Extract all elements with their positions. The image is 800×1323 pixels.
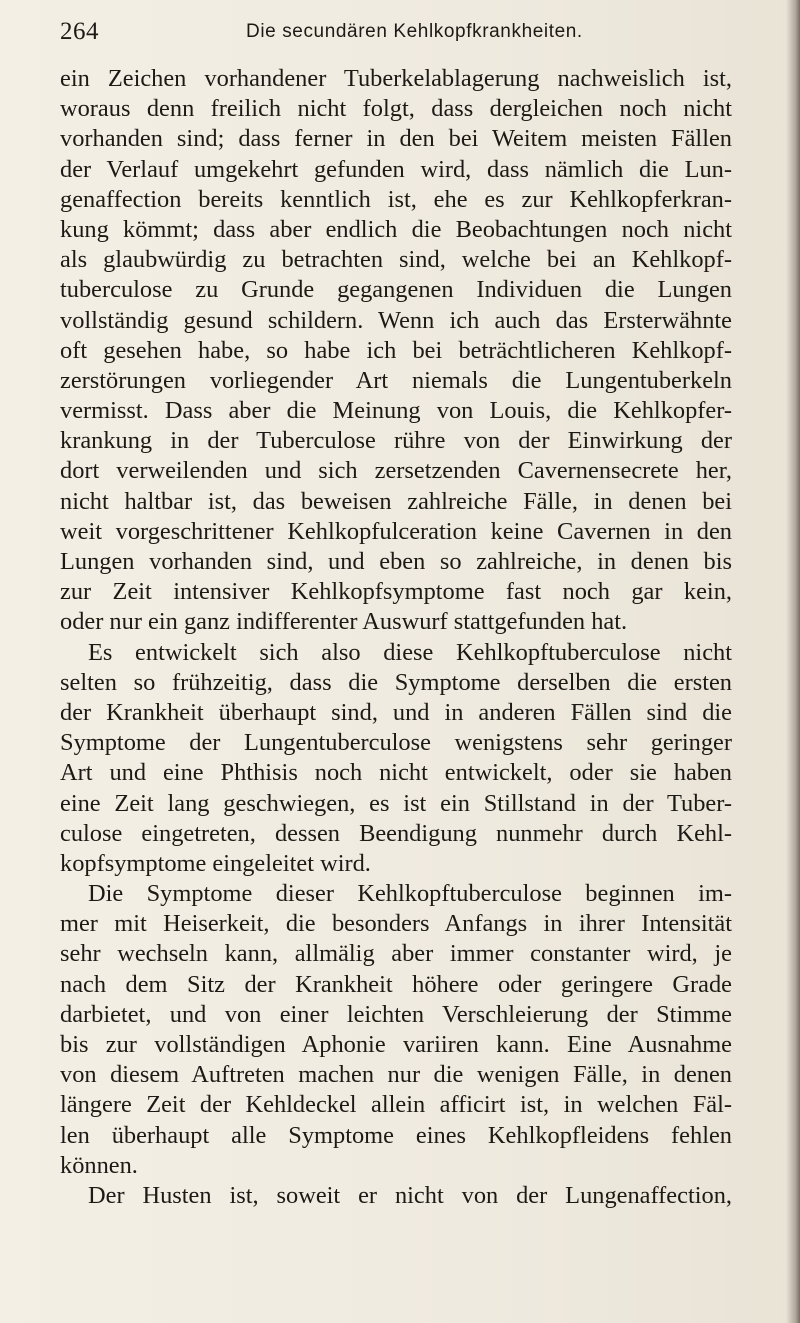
text-line: bis zur vollständigen Aphonie variiren kann. Eine Ausnahme xyxy=(60,1031,732,1058)
page-edge-shadow xyxy=(786,0,800,1323)
text-line: ein Zeichen vorhandener Tuberkelablagerung nachweislich ist, xyxy=(60,65,732,92)
text-line: von diesem Auftreten machen nur die wenigen Fälle, in denen xyxy=(60,1061,732,1089)
text-line: Symptome der Lungentuberculose wenigstens sehr geringer xyxy=(60,729,732,757)
text-line: vermisst. Dass aber die Meinung von Louis, die Kehlkopfer- xyxy=(60,397,732,425)
text-line: oder nur ein ganz indifferenter Auswurf stattgefunden hat. xyxy=(60,608,628,636)
text-line: können. xyxy=(60,1151,138,1179)
text-line: längere Zeit der Kehldeckel allein afficirt ist, in welchen Fäl- xyxy=(60,1091,732,1119)
text-line: zur Zeit intensiver Kehlkopfsymptome fast noch gar kein, xyxy=(60,578,732,606)
text-line: Es entwickelt sich also diese Kehlkopftuberculose nicht xyxy=(88,638,732,666)
text-line: kung kömmt; dass aber endlich die Beobachtungen noch nicht xyxy=(60,215,732,243)
page-number: 264 xyxy=(60,18,99,45)
text-line: Die Symptome dieser Kehlkopftuberculose beginnen im- xyxy=(88,880,732,908)
text-line: kopfsymptome eingeleitet wird. xyxy=(60,849,371,877)
text-line: dort verweilenden und sich zersetzenden Cavernensecrete her, xyxy=(60,457,732,485)
text-line: Art und eine Phthisis noch nicht entwickelt, oder sie haben xyxy=(60,759,732,787)
text-line: der Verlauf umgekehrt gefunden wird, dass nämlich die Lun- xyxy=(60,155,732,183)
text-line: weit vorgeschrittener Kehlkopfulceration keine Cavernen in den xyxy=(60,517,732,545)
text-line: sehr wechseln kann, allmälig aber immer constanter wird, je xyxy=(60,940,732,968)
text-line: Der Husten ist, soweit er nicht von der Lungenaffection, xyxy=(88,1181,732,1209)
text-line: selten so frühzeitig, dass die Symptome derselben die ersten xyxy=(60,668,732,696)
text-line: darbietet, und von einer leichten Verschleierung der Stimme xyxy=(60,1000,732,1028)
text-line: genaffection bereits kenntlich ist, ehe es zur Kehlkopferkran- xyxy=(60,185,732,213)
text-line: woraus denn freilich nicht folgt, dass dergleichen noch nicht xyxy=(60,95,732,123)
text-line: vollständig gesund schildern. Wenn ich auch das Ersterwähnte xyxy=(60,306,732,334)
text-line: mer mit Heiserkeit, die besonders Anfangs in ihrer Intensität xyxy=(60,910,732,938)
text-line: krankung in der Tuberculose rühre von der Einwirkung der xyxy=(60,427,732,455)
running-title: Die secundären Kehlkopfkrankheiten. xyxy=(246,21,583,42)
text-line: nach dem Sitz der Krankheit höhere oder geringere Grade xyxy=(60,970,732,998)
text-line: tuberculose zu Grunde gegangenen Individuen die Lungen xyxy=(60,276,732,304)
text-line: als glaubwürdig zu betrachten sind, welche bei an Kehlkopf- xyxy=(60,246,732,274)
text-line: len überhaupt alle Symptome eines Kehlkopfleidens fehlen xyxy=(60,1121,732,1149)
text-line: Lungen vorhanden sind, und eben so zahlreiche, in denen bis xyxy=(60,548,732,575)
text-line: nicht haltbar ist, das beweisen zahlreiche Fälle, in denen bei xyxy=(60,487,732,515)
body-text xyxy=(60,64,732,1211)
text-line: vorhanden sind; dass ferner in den bei Weitem meisten Fällen xyxy=(60,125,732,153)
text-line: culose eingetreten, dessen Beendigung nunmehr durch Kehl- xyxy=(60,819,732,847)
text-line: der Krankheit überhaupt sind, und in anderen Fällen sind die xyxy=(60,698,732,726)
text-line: eine Zeit lang geschwiegen, es ist ein Stillstand in der Tuber- xyxy=(60,789,732,817)
text-line: oft gesehen habe, so habe ich bei beträchtlicheren Kehlkopf- xyxy=(60,336,732,364)
text-line: zerstörungen vorliegender Art niemals die Lungentuberkeln xyxy=(60,366,732,394)
page-header xyxy=(60,14,760,54)
